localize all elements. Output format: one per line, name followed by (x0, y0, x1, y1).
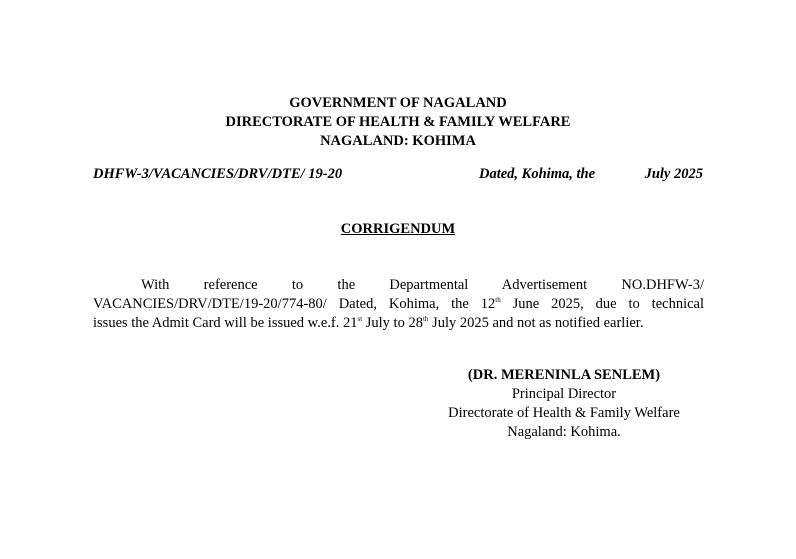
letterhead-directorate: DIRECTORATE OF HEALTH & FAMILY WELFARE (225, 114, 571, 130)
letterhead-government: GOVERNMENT OF NAGALAND (289, 95, 507, 111)
body-line-3 (93, 314, 704, 333)
signatory-designation: Principal Director (511, 386, 617, 402)
dated-label: Dated, Kohima, the (479, 166, 596, 182)
signatory-name: (DR. MERENINLA SENLEM) (467, 367, 661, 383)
ordinal-suffix: st (357, 315, 363, 323)
document-title: CORRIGENDUM (340, 221, 456, 237)
ordinal-suffix: th (422, 315, 429, 323)
letterhead-location: NAGALAND: KOHIMA (320, 133, 476, 149)
signatory-office: Directorate of Health & Family Welfare (448, 405, 680, 421)
body-line-2 (93, 295, 704, 314)
body-line-1: With reference to the Departmental Advertisement NO.DHFW-3/ (141, 277, 704, 293)
reference-line (93, 166, 703, 186)
ordinal-suffix: th (495, 296, 501, 304)
body-line-3-text-c: July 2025 and not as notified earlier. (428, 315, 644, 331)
letterhead (0, 94, 796, 151)
reference-number: DHFW-3/VACANCIES/DRV/DTE/ 19-20 (93, 166, 343, 182)
signature-block (420, 366, 708, 442)
body-line-2-text-a: VACANCIES/DRV/DTE/19-20/774-80/ Dated, Kohima, the 12 (93, 296, 496, 312)
corrigendum-body (93, 276, 704, 333)
body-line-3-text-a: issues the Admit Card will be issued w.e.f. 21 (93, 315, 358, 331)
body-line-3-text-b: July to 28 (362, 315, 423, 331)
dated-month-year: July 2025 (644, 166, 703, 182)
signatory-place: Nagaland: Kohima. (507, 424, 621, 440)
body-line-2-text-b: June 2025, due to technical (500, 296, 704, 312)
